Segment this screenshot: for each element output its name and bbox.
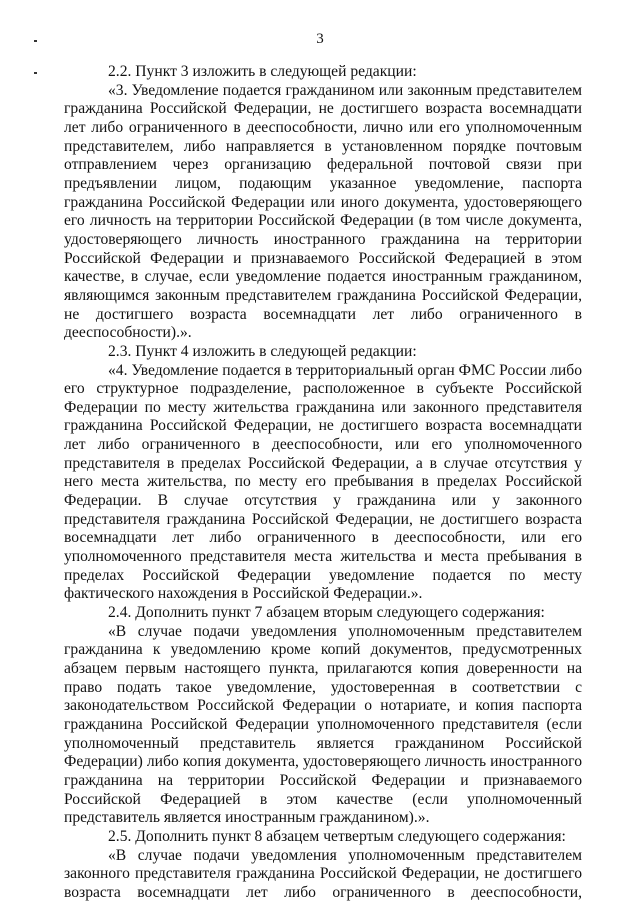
document-body xyxy=(64,63,582,903)
section-heading: 2.3. Пункт 4 изложить в следующей редакции: xyxy=(108,342,417,360)
paragraph: «4. Уведомление подается в территориальный орган ФМС России либо его структурное подразделение, расположенное в субъекте Российской Федерации по месту жительства гражданина или законного представителя гражданина Российской Федерации, не достигшего возраста восемнадцати лет либо ограниченного в дееспособности, или его уполномоченного представителя в пределах Российской Федерации, а в случае отсутствия у него места жительства, по месту его пребывания в пределах Российской Федерации. В случае отсутствия у гражданина или у законного представителя гражданина Российской Федерации, не достигшего возраста восемнадцати лет либо ограниченного в дееспособности, или его уполномоченного представителя места жительства и места пребывания в пределах Российской Федерации уведомление подается по месту фактического нахождения в Российской Федерации.». xyxy=(64,361,582,603)
paragraph: «В случае подачи уведомления уполномоченным представителем гражданина к уведомлению кроме копий документов, предусмотренных абзацем первым настоящего пункта, прилагаются копия доверенности на право подать такое уведомление, удостоверенная в соответствии с законодательством Российской Федерации о нотариате, и копия паспорта гражданина Российской Федерации уполномоченного представителя (если уполномоченный представитель является гражданином Российской Федерации) либо копия документа, удостоверяющего личность иностранного гражданина на территории Российской Федерации и признаваемого Российской Федерацией в этом качестве (если уполномоченный представитель является иностранным гражданином).». xyxy=(64,622,582,827)
scan-mark xyxy=(34,72,37,74)
section-heading: 2.2. Пункт 3 изложить в следующей редакции: xyxy=(108,63,417,80)
page-number: 3 xyxy=(316,31,324,47)
section-heading: 2.5. Дополнить пункт 8 абзацем четвертым следующего содержания: xyxy=(108,827,566,845)
section-heading: 2.4. Дополнить пункт 7 абзацем вторым следующего содержания: xyxy=(108,604,545,622)
paragraph: «3. Уведомление подается гражданином или законным представителем гражданина Российской Федерации, не достигшего возраста восемнадцати лет либо ограниченного в дееспособности, лично или его уполномоченным представителем, либо направляется в установленном порядке почтовым отправлением через организацию федеральной почтовой связи при предъявлении лицом, подающим указанное уведомление, паспорта гражданина Российской Федерации или иного документа, удостоверяющего его личность на территории Российской Федерации (в том числе документа, удостоверяющего личность иностранного гражданина на территории Российской Федерации и признаваемого Российской Федерацией в этом качестве, в случае, если уведомление подается иностранным гражданином, являющимся законным представителем гражданина Российской Федерации, не достигшего возраста восемнадцати лет либо ограниченного в дееспособности).». xyxy=(64,81,582,342)
paragraph: «В случае подачи уведомления уполномоченным представителем законного представителя гражданина Российской Федерации, не достигшего возраста восемнадцати лет либо ограниченного в дееспособности, xyxy=(64,846,582,901)
